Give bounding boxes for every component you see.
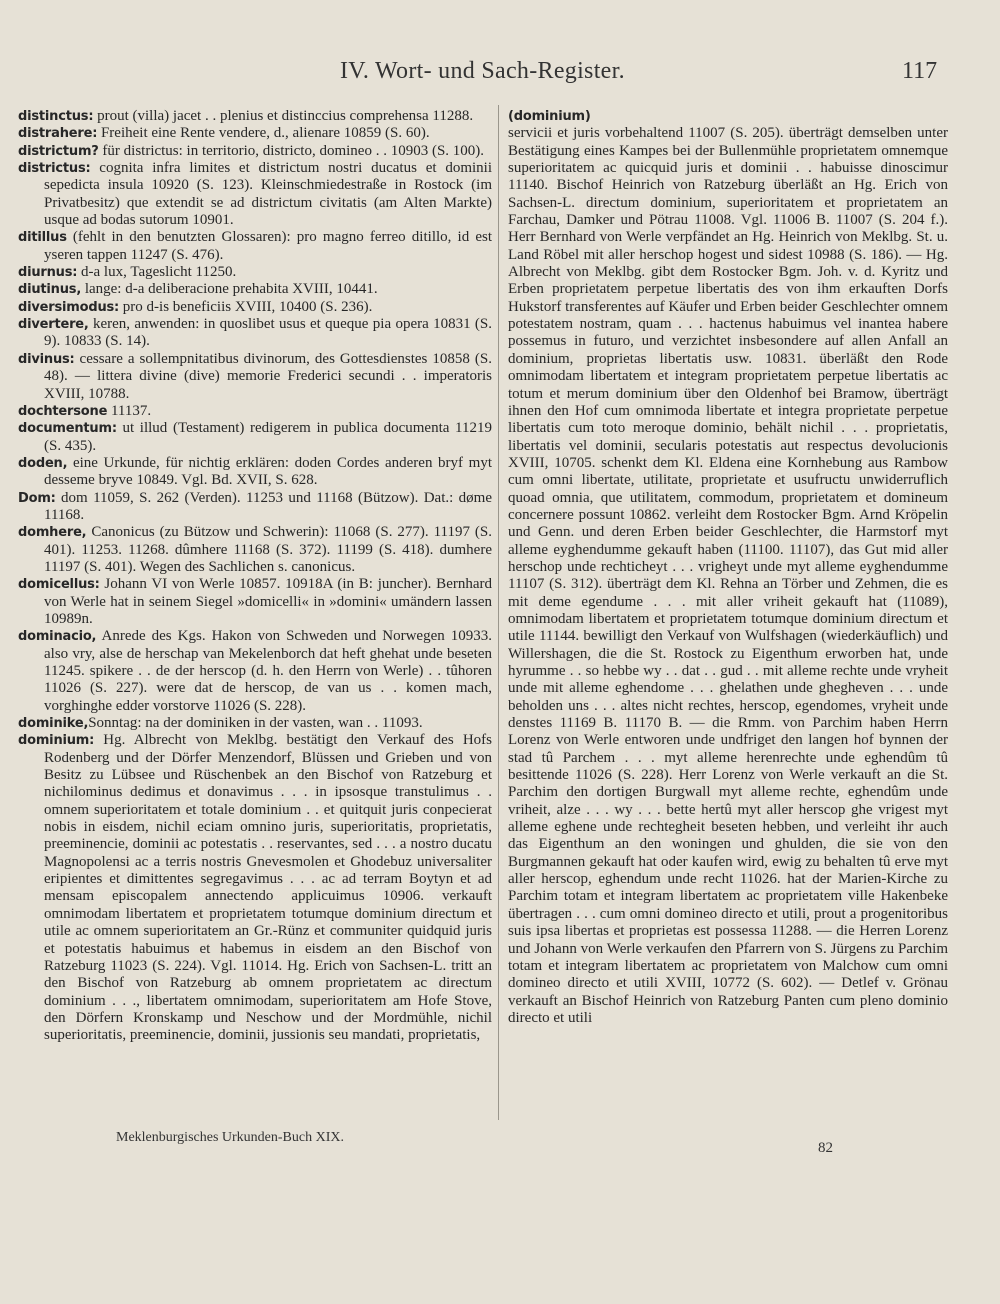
entry-headword: dominacio, (18, 629, 97, 645)
entry-text: pro d-is beneficiis XVIII, 10400 (S. 236). (119, 298, 373, 315)
entry-headword: districtum? (18, 143, 99, 159)
register-entry (18, 490, 492, 525)
entry-headword: distinctus: (18, 109, 94, 124)
entry-headword: diurnus: (18, 265, 78, 281)
register-entry (18, 455, 492, 490)
entry-headword: divertere, (18, 317, 89, 333)
entry-text: Anrede des Kgs. Hakon von Schweden und Norwegen 10933. also vry, alse de herschap van Mekelenborch dat heft ghehat unde beseten 11245. spikere . . de der herscop (d. h. den Herrn von Werle) . . tûhoren 11026 (S. 227). were dat de herscop, de van us . . komen mach, vorghinghe edder vorstorve 11026 (S. 228). (44, 628, 492, 714)
entry-text: Freiheit eine Rente vendere, d., alienare 10859 (S. 60). (97, 125, 430, 142)
entry-text: cognita infra limites et districtum nostri ducatus et dominii sepedicta insula 10920 (S. 123). Kleinschmiedestraße in Rostock (im Privatbesitz) que extendit se ad districtum civitatis (am Alten Markte) usque ad bodas sutorum 10901. (44, 160, 492, 229)
entry-headword: domicellus: (18, 577, 100, 593)
entry-text: eine Urkunde, für nichtig erklären: doden Cordes anderen bryf myt desseme bryve 10849. Vgl. Bd. XVII, S. 628. (44, 454, 492, 489)
entry-text: cessare a sollempnitatibus divinorum, des Gottesdienstes 10858 (S. 48). — littera divine (dive) memorie Frederici secundi . . imperatoris XVIII, 10788. (44, 350, 492, 402)
register-entry (18, 160, 492, 229)
entry-text: d-a lux, Tageslicht 11250. (77, 264, 237, 281)
entry-headword: doden, (18, 455, 68, 471)
entry-text: ut illud (Testament) redigerem in publica documenta 11219 (S. 435). (44, 420, 492, 454)
entry-headword: Dom: (18, 490, 56, 506)
register-entry (18, 125, 492, 142)
entry-headword: divinus: (18, 351, 75, 367)
page-number: 117 (902, 58, 938, 84)
entry-headword: distrahere: (18, 126, 98, 142)
entry-headword: dochtersone (18, 403, 108, 419)
entry-headword: domhere, (18, 525, 87, 541)
continuation-headword (508, 108, 948, 125)
column-divider (498, 105, 499, 1120)
entry-headword: diversimodus: (18, 299, 120, 315)
register-entry (18, 576, 492, 628)
register-entry (18, 281, 492, 298)
register-entry (18, 229, 492, 264)
page-title: IV. Wort- und Sach-Register. (340, 58, 625, 84)
entry-text: Sonntag: na der dominiken in der vasten, wan . . 11093. (88, 715, 423, 732)
entry-headword: ditillus (18, 230, 67, 246)
entry-text: keren, anwenden: in quoslibet usus et queque pia opera 10831 (S. 9). 10833 (S. 14). (44, 316, 492, 350)
register-entry (18, 715, 492, 732)
entry-text: prout (villa) jacet . . plenius et distinccius comprehensa 11288. (93, 108, 474, 124)
entry-text: Hg. Albrecht von Meklbg. bestätigt den Verkauf des Hofs Rodenberg und der Dörfer Menzendorf, Blüssen und Grieben und von Besitz zu Lübsee und Rüschenbek an den Bischof von Ratzeburg et nichilominus dedimus et donavimus . . . in ipsosque transtulimus . . omnem superioritatem et totale dominium . . et quitquit juris conpecierat nobis in eisdem, nichil eciam omnino juris, superioritatis, proprietatis, preeminencie, dominii ac potestatis . . reservantes, sed . . . a nostro ducatu Magnopolensi ac a terris nostris Gnevesmolen et Ghodebuz universaliter eripientes et dimittentes segregavimus . . . ac ad terram Boytyn et ad mensam episcopalem annectendo applicuimus 10906. verkauft omnimodam libertatem et proprietatem totumque dominium directum et utile ac omnem superioritatem an Gr.-Rünz et communiter quidquid juris et potestatis habuimus et habemus in eisdem an den Bischof von Ratzeburg 11023 (S. 224). Vgl. 11014. Hg. Erich von Sachsen-L. tritt an den Bischof von Ratzeburg ab omnem proprietatem ac directum dominium . . ., libertatem omnimodam, superioritatem am Hofe Stove, den Dörfern Kronskamp und Neschow und der Mordmühle, nichil superioritatis, preeminencie, dominii, jussionis seu mandati, proprietatis, (44, 732, 492, 1044)
entry-text: Johann VI von Werle 10857. 10918A (in B: juncher). Bernhard von Werle hat in seinem Siegel »domicelli« in »domini« umändern lassen 10989n. (44, 576, 492, 627)
entry-headword: documentum: (18, 421, 117, 437)
entry-text: Canonicus (zu Bützow und Schwerin): 11068 (S. 277). 11197 (S. 401). 11253. 11268. dûmhere 11168 (S. 372). 11199 (S. 418). dumhere 11197 (S. 401). Wegen des Sachlichen s. canonicus. (44, 524, 492, 575)
entry-headword: dominike, (18, 716, 89, 732)
entry-text: 11137. (107, 402, 152, 419)
entry-headword: dominium: (18, 733, 95, 749)
register-entry (18, 524, 492, 576)
register-entry (18, 420, 492, 455)
register-entry (18, 299, 492, 316)
continuation-text: servicii et juris vorbehaltend 11007 (S. 205). überträgt demselben unter Bestätigung eines Kampes bei der Bullenmühle proprietatem omnemque superioritatem ac quicquid juris et dominii . . habuisse dinoscimur 11140. Bischof Heinrich von Ratzeburg überläßt an Hg. Erich von Sachsen-L. directum dominium, superioritatem et proprietatem an Farchau, Damker und Pötrau 11008. Vgl. 11006 B. 11007 (S. 204 f.). Herr Bernhard von Werle verpfändet an Hg. Heinrich von Meklbg. St. u. Land Röbel mit aller herschop hogest und sidest 10988 (S. 186). — Hg. Albrecht von Meklbg. gibt dem Rostocker Bgm. Joh. v. d. Kyritz und Erben proprietatem perpetue libertatis des von ihm erkauften Dorfs Hukstorf transferentes auf Käufer und Erben beider Geschlechter omnem potestatem nostram, quam . . . hactenus habuimus vel inantea habere possemus in futuro, und verzichtet insbesondere auf allen Anfall an dominium, proprietas libertatis usw. 10831. überläßt den Rode omnimodam libertatem et integram proprietatem perpetue libertatis ac totum et merum dominium über den Oldenhof bei Bramow, überträgt ihnen den Hof cum omnimoda libertate et integra proprietate perpetue libertatis cum toto meroque dominio, behält nichil . . . proprietatis, libertatis vel dominii, secularis potestatis aut respectus devolucionis XVIII, 10705. schenkt dem Kl. Eldena eine Kornhebung aus Rambow cum omni libertate, utilitate, proprietate et usufructu unwiderruflich quoad omnia, que utilitatem, commodum, proprietatem et domineum concernere possunt 10862. verleiht dem Rostocker Bgm. Arnd Kröpelin und Genn. und deren Erben beider Geschlechter, die Harmstorf myt alleme eyghendumme gekauft haben (11100. 11107), das Gut mid aller herschop unde rechticheyt . . . vrigheyt unde myt alleme eyghendumme 11107 (S. 312). überträgt dem Kl. Rehna an Törber und Zehmen, die es mit deme egendume . . . mit aller vriheit gekauft hat (11089), omnimodam libertatem et proprietatem totumque dominium directum et utile 11144. bewilligt den Verkauf von Wulfshagen (wiederkäuflich) und Willershagen, die die St. Rostock zu Eigenthum erworben hat, unde hyrumme . . so hebbe wy . . dat . . gud . . mit alleme rechte unde vryheit unde mit alleme eghendome . . . ghelathen unde ghegheven . . . unde beholden uns . . . altes nicht rechtes, herscop, egendomes, vryheit unde denstes 11169 B. 11170 B. — die Rmm. von Parchim haben Herrn Lorenz von Werle entworen unde undfriget den langen hof bynnen der stad tû Parchem . . . myt alleme herenrechte unde eghendûm tû besittende 11026 (S. 228). Herr Lorenz von Werle verkauft an die St. Parchim den dortigen Burgwall myt alleme rechte, eghendûm unde vriheit, alze . . . wy . . . bette hertû myt aller herscop ghe vrigest myt alleme eghene unde rechtegheit beseten hebben, und verleiht ihr auch das Eigenthum an den woningen und ghulden, die sie von den Burgmannen gekauft hat oder kaufen wird, ewig zu behalten tû erve myt aller herscop, eghendum unde recht 11026. hat der Marien-Kirche zu Parchim totam et integram libertatem ac proprietatem ville Hakenbeke übertragen . . . cum omni domineo directo et utili, prout a progenitoribus suis ipsa libertas et proprietas est possessa 11288. — die Herren Lorenz und Johann von Werle verkaufen den Pfarrern von S. Jürgens zu Parchim totam et integram libertatem ac proprietatem von Malchow cum omni domineo directo et utili XVIII, 10772 (S. 602). — Detlef v. Grönau verkauft an Bischof Heinrich von Ratzeburg Panten cum pleno dominio directo et utili (508, 125, 948, 1026)
entry-text: dom 11059, S. 262 (Verden). 11253 und 11168 (Bützow). Dat.: døme 11168. (44, 489, 492, 523)
register-entry (18, 264, 492, 281)
footer-book-title: Meklenburgisches Urkunden-Buch XIX. (116, 1130, 344, 1145)
register-entry (18, 143, 492, 160)
register-entry (18, 108, 492, 125)
entry-headword: districtus: (18, 161, 91, 177)
register-entry (18, 732, 492, 1044)
register-entry (18, 351, 492, 403)
entry-text: lange: d-a deliberacione prehabita XVIII, 10441. (81, 281, 378, 298)
register-entry (18, 628, 492, 715)
footer-signature-number: 82 (818, 1140, 833, 1156)
left-column (18, 108, 492, 1045)
right-column (508, 108, 948, 1027)
register-entry (18, 403, 492, 420)
register-entry (18, 316, 492, 351)
entry-text: für districtus: in territorio, districto, domineo . . 10903 (S. 100). (98, 142, 485, 159)
entry-headword: diutinus, (18, 282, 82, 298)
entry-text: (fehlt in den benutzten Glossaren): pro magno ferreo ditillo, id est yseren tappen 11247 (S. 476). (44, 229, 492, 263)
continuation-head-label: (dominium) (508, 109, 591, 124)
